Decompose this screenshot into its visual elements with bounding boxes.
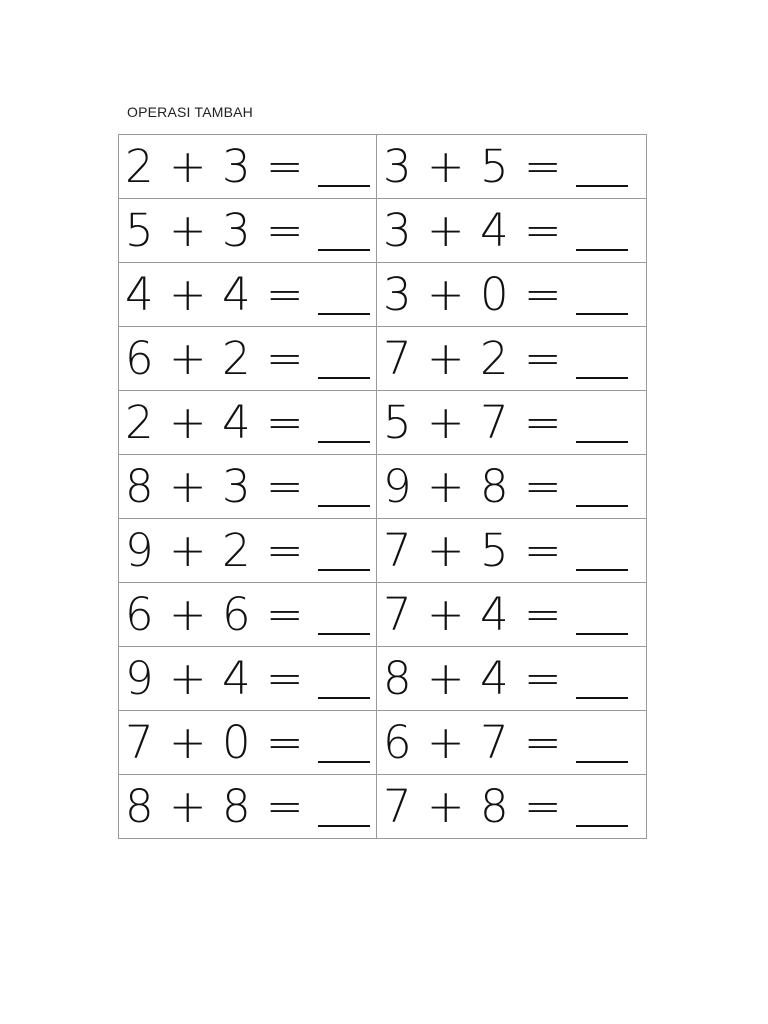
equation-text: 6 + 6 = — [125, 588, 305, 641]
answer-blank[interactable] — [318, 505, 370, 507]
problem-cell — [377, 647, 647, 711]
answer-blank[interactable] — [318, 761, 370, 763]
equation — [377, 135, 646, 198]
equation-text: 5 + 7 = — [383, 396, 563, 449]
answer-blank[interactable] — [576, 377, 628, 379]
answer-blank[interactable] — [318, 441, 370, 443]
equation — [119, 199, 376, 262]
equation — [377, 583, 646, 646]
problem-cell — [119, 391, 377, 455]
problem-cell — [377, 327, 647, 391]
problem-cell — [119, 519, 377, 583]
answer-blank[interactable] — [318, 633, 370, 635]
problem-cell — [119, 711, 377, 775]
problem-row — [119, 519, 647, 583]
equation — [119, 135, 376, 198]
problem-row — [119, 455, 647, 519]
equation — [377, 647, 646, 710]
equation-text: 9 + 4 = — [125, 652, 305, 705]
answer-blank[interactable] — [318, 313, 370, 315]
problem-row — [119, 647, 647, 711]
equation — [377, 455, 646, 518]
equation — [377, 519, 646, 582]
equation — [377, 199, 646, 262]
problem-cell — [119, 263, 377, 327]
problem-row — [119, 263, 647, 327]
problem-cell — [377, 263, 647, 327]
equation — [119, 775, 376, 838]
equation-text: 7 + 2 = — [383, 332, 563, 385]
problem-cell — [377, 583, 647, 647]
equation-text: 3 + 5 = — [383, 140, 563, 193]
equation — [119, 327, 376, 390]
equation — [119, 391, 376, 454]
problem-cell — [377, 711, 647, 775]
problem-cell — [119, 647, 377, 711]
equation-text: 8 + 8 = — [125, 780, 305, 833]
equation — [377, 391, 646, 454]
answer-blank[interactable] — [318, 377, 370, 379]
answer-blank[interactable] — [576, 441, 628, 443]
equation — [119, 455, 376, 518]
equation-text: 7 + 8 = — [383, 780, 563, 833]
answer-blank[interactable] — [576, 313, 628, 315]
equation-text: 3 + 0 = — [383, 268, 563, 321]
equation — [377, 711, 646, 774]
equation — [119, 647, 376, 710]
equation-text: 6 + 2 = — [125, 332, 305, 385]
problem-cell — [377, 135, 647, 199]
problem-cell — [119, 327, 377, 391]
equation — [377, 775, 646, 838]
answer-blank[interactable] — [576, 185, 628, 187]
equation-text: 7 + 0 = — [125, 716, 305, 769]
equation-text: 2 + 4 = — [125, 396, 305, 449]
equation-text: 9 + 8 = — [383, 460, 563, 513]
problem-row — [119, 135, 647, 199]
problem-cell — [377, 775, 647, 839]
problem-cell — [119, 775, 377, 839]
equation-text: 8 + 3 = — [125, 460, 305, 513]
answer-blank[interactable] — [576, 505, 628, 507]
answer-blank[interactable] — [318, 185, 370, 187]
problem-row — [119, 775, 647, 839]
answer-blank[interactable] — [576, 249, 628, 251]
problem-cell — [119, 135, 377, 199]
equation-text: 6 + 7 = — [383, 716, 563, 769]
answer-blank[interactable] — [318, 249, 370, 251]
equation — [377, 327, 646, 390]
worksheet-title: OPERASI TAMBAH — [127, 104, 253, 120]
answer-blank[interactable] — [576, 569, 628, 571]
problem-row — [119, 327, 647, 391]
equation — [377, 263, 646, 326]
equation — [119, 519, 376, 582]
answer-blank[interactable] — [318, 697, 370, 699]
problem-row — [119, 391, 647, 455]
equation — [119, 263, 376, 326]
answer-blank[interactable] — [576, 633, 628, 635]
equation-text: 7 + 4 = — [383, 588, 563, 641]
equation — [119, 583, 376, 646]
equation-text: 4 + 4 = — [125, 268, 305, 321]
problem-cell — [377, 455, 647, 519]
answer-blank[interactable] — [318, 825, 370, 827]
equation-text: 2 + 3 = — [125, 140, 305, 193]
problem-row — [119, 583, 647, 647]
problem-cell — [119, 455, 377, 519]
equation-text: 3 + 4 = — [383, 204, 563, 257]
problem-cell — [119, 583, 377, 647]
answer-blank[interactable] — [576, 761, 628, 763]
equation — [119, 711, 376, 774]
equation-text: 8 + 4 = — [383, 652, 563, 705]
problem-row — [119, 711, 647, 775]
equation-text: 7 + 5 = — [383, 524, 563, 577]
problem-cell — [377, 391, 647, 455]
answer-blank[interactable] — [576, 825, 628, 827]
addition-grid — [118, 134, 647, 839]
answer-blank[interactable] — [576, 697, 628, 699]
equation-text: 9 + 2 = — [125, 524, 305, 577]
problem-cell — [377, 199, 647, 263]
problem-row — [119, 199, 647, 263]
problem-cell — [119, 199, 377, 263]
problem-cell — [377, 519, 647, 583]
answer-blank[interactable] — [318, 569, 370, 571]
equation-text: 5 + 3 = — [125, 204, 305, 257]
